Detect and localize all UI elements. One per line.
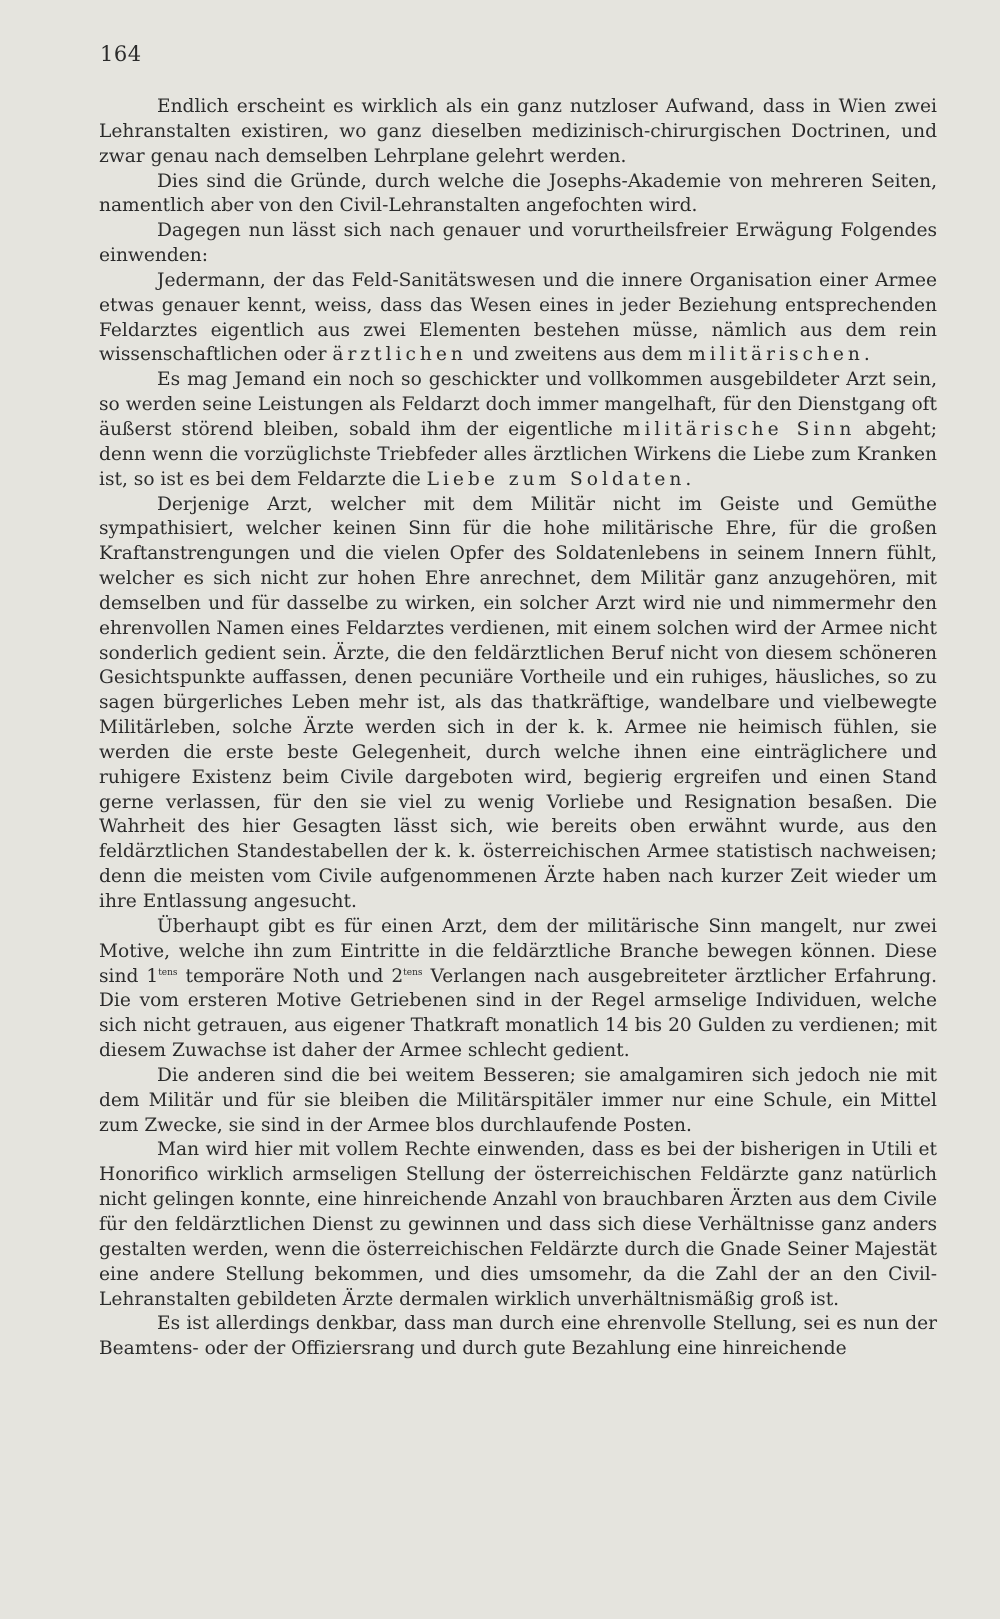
paragraph: Endlich erscheint es wirklich als ein ganz nutzloser Aufwand, dass in Wien zwei Lehranstalten existiren, wo ganz dieselben medizinisch-chirurgischen Doctrinen, und zwar genau nach demselben Lehrplane gelehrt werden. [99,96,937,167]
paragraph: Dies sind die Gründe, durch welche die Josephs-Akademie von mehreren Seiten, namentlich aber von den Civil-Lehranstalten angefochten wird. [99,170,937,217]
emphasis-spaced: militärischen [688,344,864,366]
paragraph: Derjenige Arzt, welcher mit dem Militär nicht im Geiste und Gemüthe sympathisiert, welcher keinen Sinn für die hohe militärische Ehre, für die großen Kraftanstrengungen und die vielen Opfer des Soldatenlebens in seinem Innern fühlt, welcher es sich nicht zur hohen Ehre anrechnet, dem Militär ganz anzugehören, mit demselben und für dasselbe zu wirken, ein solcher Arzt wird nie und nimmermehr den ehrenvollen Namen eines Feldarztes verdienen, mit einem solchen wird der Armee nicht sonderlich gedient sein. Ärzte, die den feldärztlichen Beruf nicht von diesem schöneren Gesichtspunkte auffassen, denen pecuniäre Vortheile und ein ruhiges, häusliches, so zu sagen bürgerliches Leben mehr ist, als das thatkräftige, wandelbare und vielbewegte Militärleben, solche Ärzte werden sich in der k. k. Armee nie heimisch fühlen, sie werden die erste beste Gelegenheit, durch welche ihnen eine einträglichere und ruhigere Existenz beim Civile dargeboten wird, begierig ergreifen und einen Stand gerne verlassen, für den sie viel zu wenig Vorliebe und Resignation besaßen. Die Wahrheit des hier Gesagten lässt sich, wie bereits oben erwähnt wurde, aus den feldärztlichen Standestabellen der k. k. österreichischen Armee statistisch nachweisen; denn die meisten vom Civile aufgenommenen Ärzte haben nach kurzer Zeit wieder um ihre Entlassung angesucht. [99,493,937,912]
emphasis-spaced: militärische Sinn [622,418,856,440]
superscript: tens [158,967,178,978]
paragraph: Man wird hier mit vollem Rechte einwenden, dass es bei der bisherigen in Utili et Honorifico wirklich armseligen Stellung der österreichischen Feldärzte ganz natürlich nicht gelingen konnte, eine hinreichende Anzahl von brauchbaren Ärzten aus dem Civile für den feldärztlichen Dienst zu gewinnen und dass sich diese Verhältnisse ganz anders gestalten werden, wenn die österreichischen Feldärzte durch die Gnade Seiner Majestät eine andere Stellung bekommen, und dies umsomehr, da die Zahl der an den Civil-Lehranstalten gebildeten Ärzte dermalen wirklich unverhältnismäßig groß ist. [99,1139,937,1310]
paragraph: Es mag Jemand ein noch so geschickter und vollkommen ausgebildeter Arzt sein, so werden seine Leistungen als Feldarzt doch immer mangelhaft, für den Dienstgang oft äußerst störend bleiben, sobald ihm der eigentliche militärische Sinn abgeht; denn wenn die vorzüglichste Triebfeder alles ärztlichen Wirkens die Liebe zum Kranken ist, so ist es bei dem Feldarzte die Liebe zum Soldaten. [99,369,937,490]
paragraph: Dagegen nun lässt sich nach genauer und vorurtheilsfreier Erwägung Folgendes einwenden: [99,220,937,267]
paragraph: Jedermann, der das Feld-Sanitätswesen und die innere Organisation einer Armee etwas genauer kennt, weiss, dass das Wesen eines in jeder Beziehung entsprechenden Feldarztes eigentlich aus zwei Elementen bestehen müsse, nämlich aus dem rein wissenschaftlichen oder ärztlichen und zweitens aus dem militärischen. [99,269,937,366]
superscript: tens [403,967,423,978]
body-text [99,95,937,1362]
paragraph: Es ist allerdings denkbar, dass man durch eine ehrenvolle Stellung, sei es nun der Beamtens- oder der Offiziersrang und durch gute Bezahlung eine hinreichende [99,1313,937,1360]
page-number: 164 [100,42,142,66]
paragraph: Die anderen sind die bei weitem Besseren; sie amalgamiren sich jedoch nie mit dem Militär und für sie bleiben die Militärspitäler immer nur eine Schule, ein Mittel zum Zwecke, sie sind in der Armee blos durchlaufende Posten. [99,1064,937,1136]
emphasis-spaced: Liebe zum Soldaten [426,468,686,490]
emphasis-spaced: ärztlichen [332,344,467,366]
paragraph: Überhaupt gibt es für einen Arzt, dem der militärische Sinn mangelt, nur zwei Motive, welche ihn zum Eintritte in die feldärztliche Branche bewegen können. Diese sind $1^{tens}$ temporäre Noth und $2^{tens}$ Verlangen nach ausgebreiteter ärztlicher Erfahrung. Die vom ersteren Motive Getriebenen sind in der Regel armselige Individuen, welche sich nicht getrauen, aus eigener Thatkraft monatlich 14 bis 20 Gulden zu verdienen; mit diesem Zuwachse ist daher der Armee schlecht gedient. [99,915,937,1062]
